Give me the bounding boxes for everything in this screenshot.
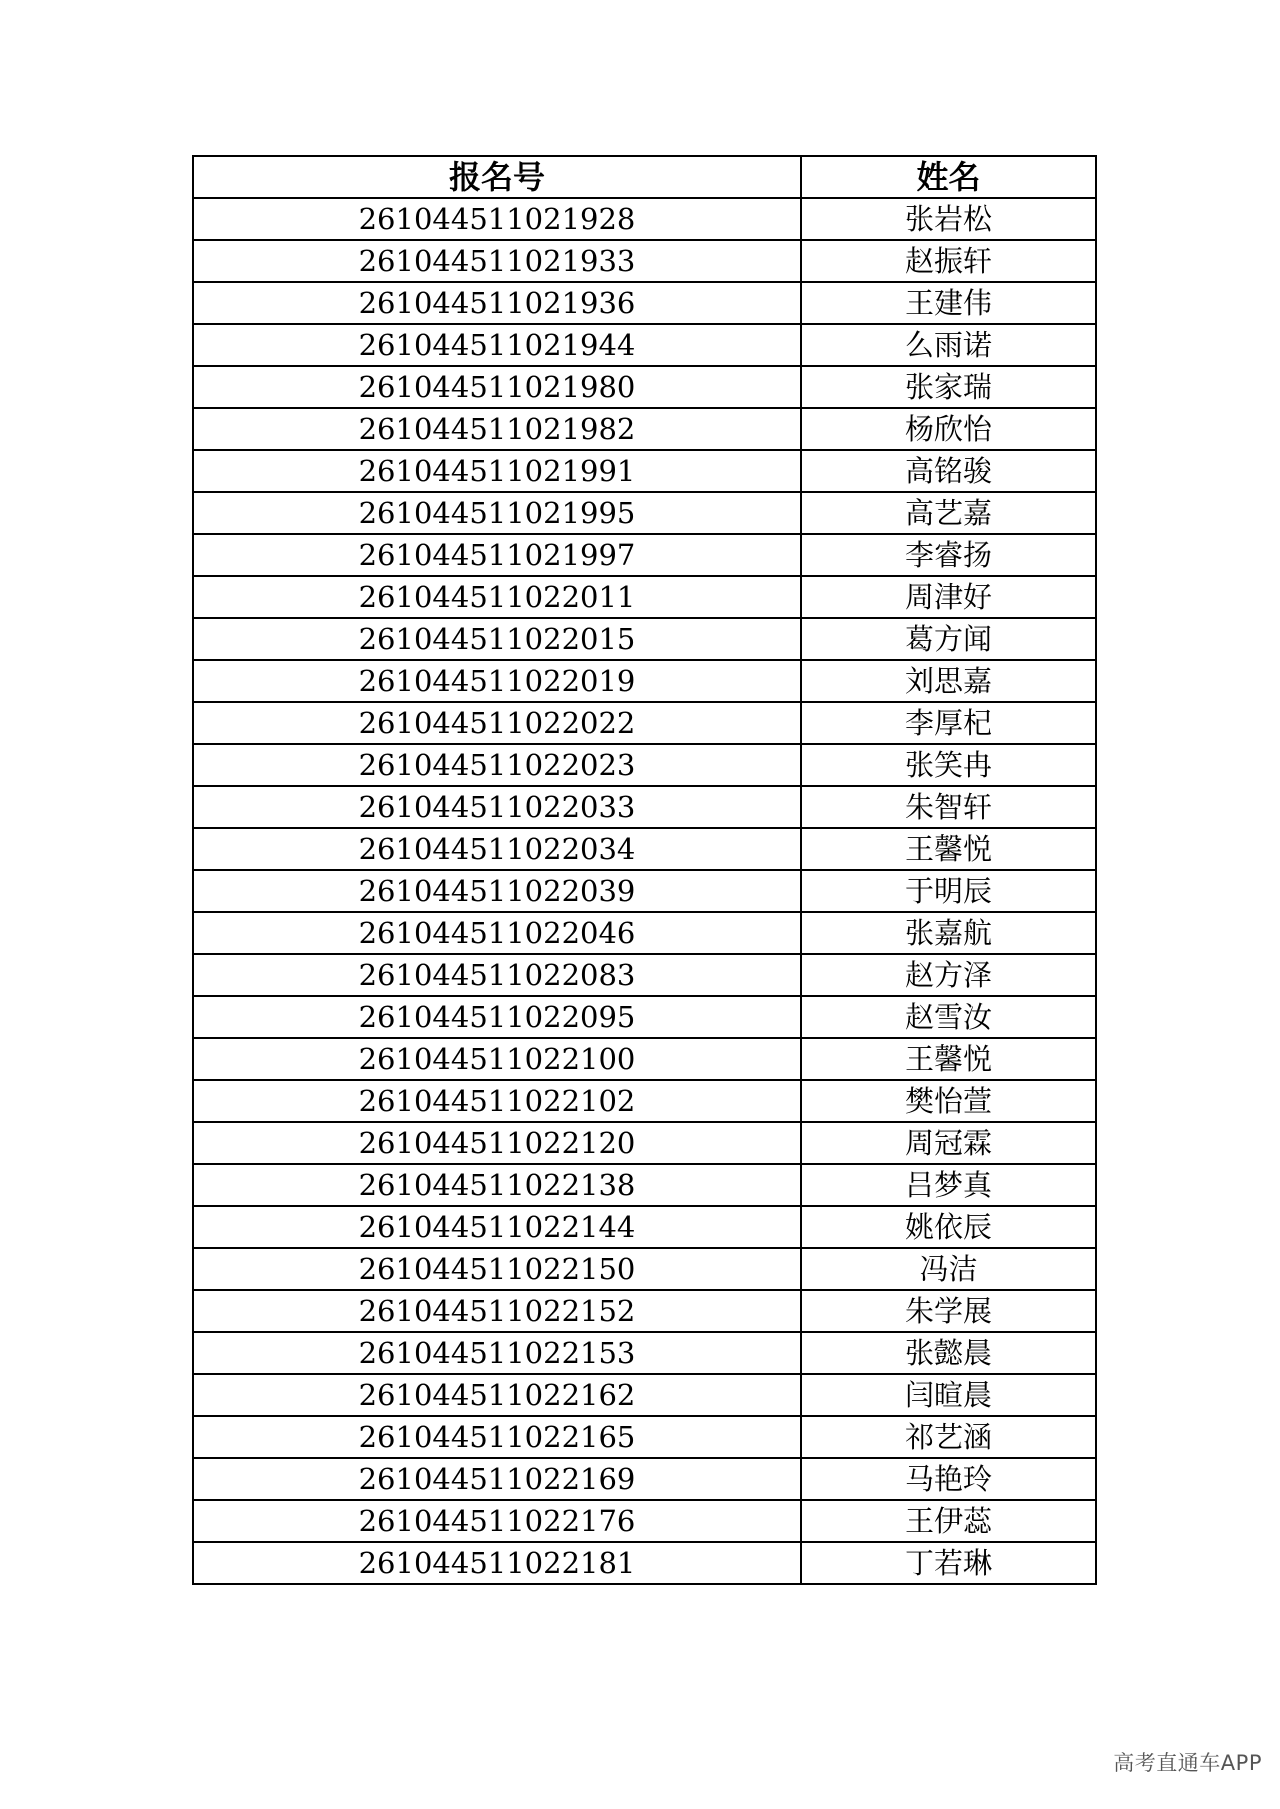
student-name-cell: 马艳玲 <box>801 1458 1096 1500</box>
student-name-cell: 葛方闻 <box>801 618 1096 660</box>
table-row <box>193 1248 1096 1290</box>
student-name-cell: 刘思嘉 <box>801 660 1096 702</box>
registration-number-cell: 261044511022144 <box>193 1206 801 1248</box>
table-row <box>193 1164 1096 1206</box>
student-name-cell: 于明辰 <box>801 870 1096 912</box>
table-row <box>193 1332 1096 1374</box>
student-name-cell: 赵方泽 <box>801 954 1096 996</box>
admission-list-table <box>192 155 1097 1585</box>
table-row <box>193 450 1096 492</box>
student-name-cell: 闫暄晨 <box>801 1374 1096 1416</box>
registration-number-cell: 261044511022033 <box>193 786 801 828</box>
registration-number-cell: 261044511022039 <box>193 870 801 912</box>
table-row <box>193 996 1096 1038</box>
registration-number-cell: 261044511022046 <box>193 912 801 954</box>
registration-number-cell: 261044511022102 <box>193 1080 801 1122</box>
registration-number-cell: 261044511022176 <box>193 1500 801 1542</box>
registration-number-cell: 261044511021980 <box>193 366 801 408</box>
table-row <box>193 240 1096 282</box>
registration-number-cell: 261044511021928 <box>193 198 801 240</box>
registration-number-cell: 261044511022120 <box>193 1122 801 1164</box>
student-name-cell: 李睿扬 <box>801 534 1096 576</box>
table-row <box>193 492 1096 534</box>
table-row <box>193 1206 1096 1248</box>
student-name-cell: 么雨诺 <box>801 324 1096 366</box>
watermark-text: 高考直通车APP <box>1113 1751 1262 1775</box>
student-name-cell: 张笑冉 <box>801 744 1096 786</box>
registration-number-cell: 261044511022023 <box>193 744 801 786</box>
registration-number-cell: 261044511021997 <box>193 534 801 576</box>
header-name: 姓名 <box>801 156 1096 198</box>
registration-number-cell: 261044511022083 <box>193 954 801 996</box>
registration-number-cell: 261044511022152 <box>193 1290 801 1332</box>
table-row <box>193 786 1096 828</box>
header-registration-number: 报名号 <box>193 156 801 198</box>
table-row <box>193 744 1096 786</box>
registration-number-cell: 261044511022015 <box>193 618 801 660</box>
student-name-cell: 姚依辰 <box>801 1206 1096 1248</box>
student-name-cell: 王馨悦 <box>801 828 1096 870</box>
student-name-cell: 周津好 <box>801 576 1096 618</box>
table-body <box>193 198 1096 1584</box>
registration-number-cell: 261044511022150 <box>193 1248 801 1290</box>
student-name-cell: 丁若琳 <box>801 1542 1096 1584</box>
table-row <box>193 282 1096 324</box>
registration-number-cell: 261044511022169 <box>193 1458 801 1500</box>
table-row <box>193 1458 1096 1500</box>
student-name-cell: 朱学展 <box>801 1290 1096 1332</box>
table-row <box>193 912 1096 954</box>
student-name-cell: 祁艺涵 <box>801 1416 1096 1458</box>
registration-number-cell: 261044511022181 <box>193 1542 801 1584</box>
registration-number-cell: 261044511022138 <box>193 1164 801 1206</box>
registration-number-cell: 261044511022153 <box>193 1332 801 1374</box>
registration-number-cell: 261044511022022 <box>193 702 801 744</box>
student-name-cell: 吕梦真 <box>801 1164 1096 1206</box>
registration-number-cell: 261044511021944 <box>193 324 801 366</box>
table-row <box>193 702 1096 744</box>
table-row <box>193 828 1096 870</box>
table-row <box>193 954 1096 996</box>
student-name-cell: 朱智轩 <box>801 786 1096 828</box>
table-row <box>193 1374 1096 1416</box>
table-row <box>193 576 1096 618</box>
student-name-cell: 王馨悦 <box>801 1038 1096 1080</box>
registration-number-cell: 261044511022034 <box>193 828 801 870</box>
registration-number-cell: 261044511022011 <box>193 576 801 618</box>
table-row <box>193 1122 1096 1164</box>
registration-number-cell: 261044511022162 <box>193 1374 801 1416</box>
student-name-cell: 冯洁 <box>801 1248 1096 1290</box>
student-name-cell: 赵雪汝 <box>801 996 1096 1038</box>
table-row <box>193 1038 1096 1080</box>
table-row <box>193 366 1096 408</box>
table-header-row <box>193 156 1096 198</box>
table-row <box>193 1500 1096 1542</box>
student-name-cell: 王建伟 <box>801 282 1096 324</box>
student-name-cell: 赵振轩 <box>801 240 1096 282</box>
student-name-cell: 张懿晨 <box>801 1332 1096 1374</box>
student-name-cell: 樊怡萱 <box>801 1080 1096 1122</box>
student-name-cell: 张家瑞 <box>801 366 1096 408</box>
table-row <box>193 660 1096 702</box>
table-row <box>193 1080 1096 1122</box>
table-row <box>193 618 1096 660</box>
table-row <box>193 1542 1096 1584</box>
student-name-cell: 张岩松 <box>801 198 1096 240</box>
registration-number-cell: 261044511021982 <box>193 408 801 450</box>
student-name-cell: 李厚杞 <box>801 702 1096 744</box>
student-name-cell: 王伊蕊 <box>801 1500 1096 1542</box>
table-row <box>193 408 1096 450</box>
table-row <box>193 324 1096 366</box>
registration-number-cell: 261044511022019 <box>193 660 801 702</box>
student-name-cell: 周冠霖 <box>801 1122 1096 1164</box>
student-name-cell: 张嘉航 <box>801 912 1096 954</box>
table-row <box>193 1290 1096 1332</box>
registration-number-cell: 261044511021991 <box>193 450 801 492</box>
table-row <box>193 198 1096 240</box>
student-name-cell: 杨欣怡 <box>801 408 1096 450</box>
registration-number-cell: 261044511021936 <box>193 282 801 324</box>
registration-number-cell: 261044511021933 <box>193 240 801 282</box>
registration-number-cell: 261044511022165 <box>193 1416 801 1458</box>
student-name-cell: 高艺嘉 <box>801 492 1096 534</box>
registration-number-cell: 261044511021995 <box>193 492 801 534</box>
registration-number-cell: 261044511022100 <box>193 1038 801 1080</box>
table-row <box>193 870 1096 912</box>
table-row <box>193 534 1096 576</box>
table-row <box>193 1416 1096 1458</box>
registration-number-cell: 261044511022095 <box>193 996 801 1038</box>
student-name-cell: 高铭骏 <box>801 450 1096 492</box>
